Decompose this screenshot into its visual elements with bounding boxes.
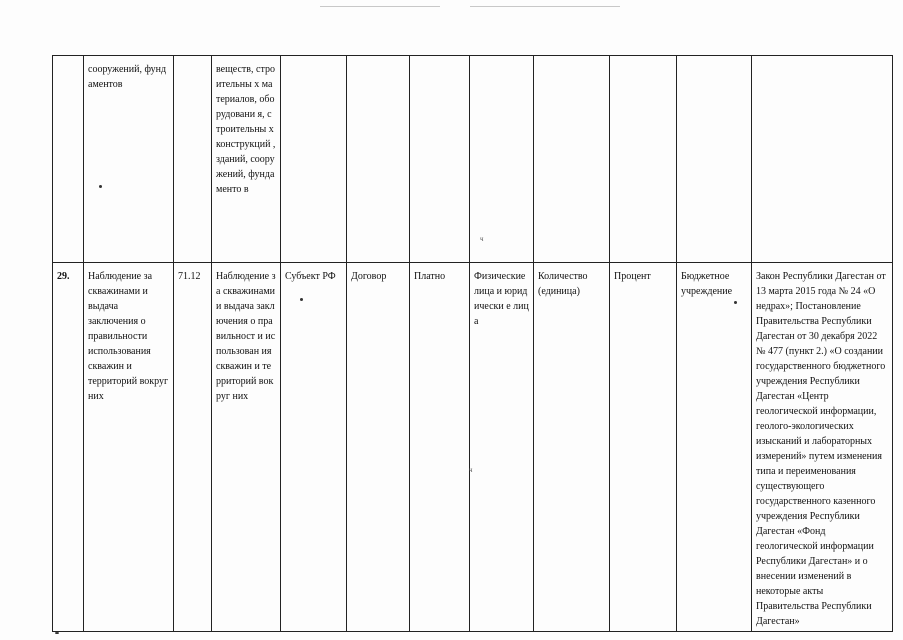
scan-speck (55, 632, 59, 634)
okved-cell: 71.12 (174, 263, 212, 632)
payment-cell (410, 56, 470, 263)
unit-type-cell: Процент (610, 263, 677, 632)
scan-artifact-line (470, 6, 620, 7)
unit-cell: Количество (единица) (534, 263, 610, 632)
recipients-cell (470, 56, 534, 263)
service-name-cell: Наблюдение за скважинами и выдача заключения о правильности использования скважин и территорий вокруг них (84, 263, 174, 632)
institution-type-cell: Бюджетное учреждение (677, 263, 752, 632)
scan-speck: ч (480, 235, 484, 243)
scan-speck (734, 301, 737, 304)
unit-type-cell (610, 56, 677, 263)
scan-speck (300, 298, 303, 301)
payment-cell: Платно (410, 263, 470, 632)
table-row (53, 263, 893, 632)
row-number-cell (53, 56, 84, 263)
basis-cell: Договор (347, 263, 410, 632)
scan-speck: ч (469, 466, 473, 474)
recipients-cell: Физические лица и юридически е лица (470, 263, 534, 632)
services-table (52, 55, 893, 632)
scan-speck (99, 185, 102, 188)
level-cell (281, 56, 347, 263)
unit-cell (534, 56, 610, 263)
basis-cell (347, 56, 410, 263)
level-cell: Субъект РФ (281, 263, 347, 632)
okved-cell (174, 56, 212, 263)
service-name-cell: сооружений, фундаментов (84, 56, 174, 263)
service-description-cell: веществ, строительны х материалов, оборудовани я, строительны х конструкций , зданий, сооружений, фундаменто в (212, 56, 281, 263)
legal-acts-cell (752, 56, 893, 263)
scan-artifact-line (320, 6, 440, 7)
table-row (53, 56, 893, 263)
row-number-cell: 29. (53, 263, 84, 632)
legal-acts-cell: Закон Республики Дагестан от 13 марта 2015 года № 24 «О недрах»; Постановление Правительства Республики Дагестан от 30 декабря 2022 № 477 (пункт 2.) «О создании государственного бюджетного учреждения Республики Дагестан «Центр геологической информации, геолого-экологических изысканий и лабораторных измерений» путем изменения типа и переименования существующего государственного казенного учреждения Республики Дагестан «Фонд геологической информации Республики Дагестан» и о внесении изменений в некоторые акты Правительства Республики Дагестан» (752, 263, 893, 632)
service-description-cell: Наблюдение за скважинами и выдача заключения о правильност и использован ия скважин и территорий вокруг них (212, 263, 281, 632)
institution-type-cell (677, 56, 752, 263)
